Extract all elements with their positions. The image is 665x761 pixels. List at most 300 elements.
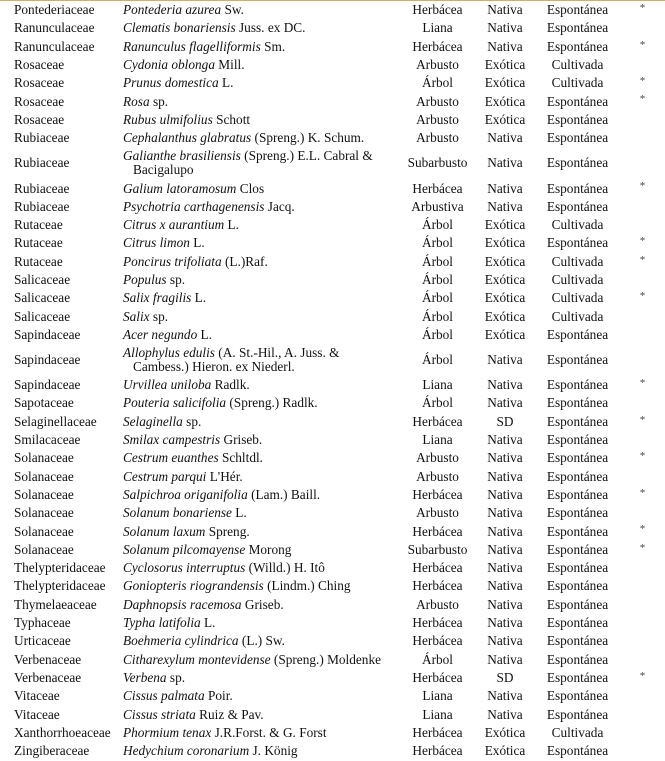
family-cell: Sapindaceae [14,326,81,342]
status-cell: Espontánea [546,706,609,722]
table-row [0,271,665,289]
habit-cell: Árbol [421,253,454,269]
origin-cell: Exótica [484,743,526,759]
family-cell: Vitaceae [14,688,60,704]
status-cell: Espontánea [546,93,609,109]
species-cell [123,394,400,412]
table-row [0,56,665,74]
asterisk-mark [620,577,665,595]
origin-cell: Nativa [487,198,523,214]
asterisk-mark: * [639,377,646,390]
table-row [0,413,665,431]
species-author: (Lam.) Baill. [251,486,321,502]
species-cell [123,577,400,595]
habit-cell: Árbol [421,308,454,324]
species-cell [123,253,400,271]
species-cell [123,504,400,522]
family-cell: Urticaceae [14,633,71,649]
habit-cell: Liana [422,688,453,704]
status-cell: Cultivada [551,290,604,306]
status-cell: Espontánea [546,450,609,466]
species-cell [123,413,400,431]
status-cell: Cultivada [551,75,604,91]
species-author: (L.)Raf. [224,253,268,269]
status-cell: Espontánea [546,743,609,759]
species-author: Mill. [218,57,245,73]
status-cell: Espontánea [546,180,609,196]
species-author: J. König [252,743,298,759]
species-cell [123,271,400,289]
habit-cell: Arbusto [416,505,459,521]
family-cell: Solanaceae [14,505,74,521]
species-author: (A. St.-Hil., A. Juss. & Cambess.) Hieron. ex Niederl. [133,345,340,375]
species-cell [123,179,400,197]
origin-cell: Nativa [487,596,523,612]
family-cell: Rutaceae [14,253,63,269]
status-cell: Cultivada [551,57,604,73]
family-cell: Sapotaceae [14,395,74,411]
species-name: Citrus limon [123,235,190,251]
table-row [0,394,665,412]
habit-cell: Herbácea [412,38,463,54]
asterisk-mark: * [639,180,646,193]
status-cell: Espontánea [546,111,609,127]
species-name: Psychotria carthagenensis [123,198,265,214]
species-name: Salpichroa origanifolia [123,486,248,502]
status-cell: Espontánea [546,633,609,649]
origin-cell: Nativa [487,20,523,36]
status-cell: Cultivada [551,272,604,287]
table-row [0,326,665,344]
species-author: (Spreng.) Moldenke [273,651,381,667]
species-cell [123,468,400,486]
status-cell: Cultivada [551,724,604,740]
status-cell: Cultivada [551,308,604,324]
table-row [0,147,665,179]
species-name: Citharexylum montevidense [123,651,271,667]
species-name: Smilax campestris [123,432,221,448]
status-cell: Cultivada [551,217,604,233]
asterisk-mark [620,344,665,376]
origin-cell: Nativa [487,505,523,521]
habit-cell: Herbácea [412,615,463,631]
species-name: Pouteria salicifolia [123,395,227,411]
status-cell: Espontánea [546,198,609,214]
habit-cell: Arbusto [416,130,459,146]
asterisk-mark [620,596,665,614]
origin-cell: Exótica [484,235,526,251]
species-cell [123,234,400,252]
origin-cell: Exótica [484,75,526,91]
table-row [0,431,665,449]
habit-cell: Herbácea [412,486,463,502]
species-name: Selaginella [123,413,183,429]
species-name: Salix [123,308,150,324]
family-cell: Zingiberaceae [14,743,90,759]
status-cell: Espontánea [546,155,609,171]
table-row [0,234,665,252]
species-name: Ranunculus flagelliformis [123,38,261,54]
status-cell: Espontánea [546,596,609,612]
status-cell: Espontánea [546,130,609,146]
species-author: L. [204,615,216,631]
species-name: Citrus x aurantium [123,217,225,233]
status-cell: Espontánea [546,523,609,539]
asterisk-mark: * [639,290,646,303]
species-cell [123,651,400,669]
species-name: Daphnopsis racemosa [123,596,242,612]
species-author: J.R.Forst. & G. Forst [214,724,327,740]
origin-cell: Nativa [487,450,523,466]
family-cell: Vitaceae [14,706,60,722]
family-cell: Rubiaceae [14,155,70,171]
table-row [0,468,665,486]
table-row [0,1,665,19]
habit-cell: Herbácea [412,633,463,649]
family-cell: Verbenaceae [14,669,82,685]
family-cell: Solanaceae [14,523,74,539]
species-author: sp. [169,669,186,685]
table-row [0,651,665,669]
species-cell [123,129,400,147]
species-author: (Spreng.) Radlk. [229,395,318,411]
table-row [0,19,665,37]
asterisk-mark [620,198,665,216]
table-row [0,253,665,271]
species-author: Griseb. [244,596,284,612]
species-author: (Spreng.) E.L. Cabral & Bacigalupo [133,148,373,178]
habit-cell: Herbácea [412,560,463,576]
status-cell: Espontánea [546,486,609,502]
asterisk-mark: * [639,253,646,266]
species-name: Cyclosorus interruptus [123,560,246,576]
habit-cell: Herbácea [412,743,463,759]
habit-cell: Arbusto [416,596,459,612]
origin-cell: Nativa [487,352,523,368]
asterisk-mark [620,307,665,325]
asterisk-mark [620,271,665,289]
asterisk-mark [620,19,665,37]
asterisk-mark: * [639,541,646,554]
table-row [0,216,665,234]
origin-cell: Nativa [487,377,523,393]
origin-cell: Nativa [487,688,523,704]
asterisk-mark [620,742,665,760]
family-cell: Rosaceae [14,93,65,109]
family-cell: Salicaceae [14,290,71,306]
origin-cell: Nativa [487,130,523,146]
habit-cell: Arbustiva [411,198,464,214]
origin-cell: Nativa [487,615,523,631]
origin-cell: SD [496,413,514,429]
family-cell: Rubiaceae [14,180,70,196]
asterisk-mark [620,147,665,179]
species-author: L. [193,235,205,251]
asterisk-mark: * [639,669,646,682]
species-cell [123,724,400,742]
table-row [0,344,665,376]
species-cell [123,38,400,56]
species-cell [123,559,400,577]
family-cell: Rosaceae [14,75,65,91]
species-name: Pontederia azurea [123,2,222,18]
origin-cell: Exótica [484,290,526,306]
asterisk-mark: * [639,2,646,14]
status-cell: Espontánea [546,468,609,484]
habit-cell: Arbusto [416,468,459,484]
table-row [0,596,665,614]
species-cell [123,596,400,614]
species-author: Sm. [264,38,286,54]
status-cell: Espontánea [546,578,609,594]
species-author: sp. [186,413,202,429]
habit-cell: Árbol [421,326,454,342]
habit-cell: Liana [422,706,453,722]
habit-cell: Herbácea [412,578,463,594]
species-cell [123,449,400,467]
habit-cell: Árbol [421,651,454,667]
species-author: Jacq. [267,198,295,214]
status-cell: Espontánea [546,505,609,521]
species-name: Cydonia oblonga [123,57,215,73]
species-name: Hedychium coronarium [123,743,250,759]
species-cell [123,74,400,92]
habit-cell: Arbusto [416,111,459,127]
habit-cell: Herbácea [412,180,463,196]
species-author: sp. [152,308,169,324]
asterisk-mark: * [639,38,646,51]
species-cell [123,289,400,307]
asterisk-mark: * [639,93,646,106]
family-cell: Rutaceae [14,217,63,233]
species-name: Rubus ulmifolius [123,111,213,127]
family-cell: Thelypteridaceae [14,560,106,576]
table-row [0,669,665,687]
origin-cell: Nativa [487,706,523,722]
habit-cell: Liana [422,432,453,448]
species-name: Acer negundo [123,326,198,342]
origin-cell: Exótica [484,253,526,269]
family-cell: Solanaceae [14,450,74,466]
table-row [0,614,665,632]
family-cell: Rubiaceae [14,198,70,214]
species-cell [123,307,400,325]
origin-cell: Nativa [487,155,523,171]
species-cell [123,632,400,650]
origin-cell: Exótica [484,93,526,109]
status-cell: Espontánea [546,326,609,342]
species-table-body [0,1,665,760]
habit-cell: Arbusto [416,93,459,109]
species-author: Schltdl. [221,450,263,466]
origin-cell: Nativa [487,2,523,18]
habit-cell: Arbusto [416,57,459,73]
origin-cell: Nativa [487,578,523,594]
table-row [0,522,665,540]
status-cell: Espontánea [546,651,609,667]
asterisk-mark: * [639,450,646,463]
origin-cell: Exótica [484,724,526,740]
habit-cell: Liana [422,20,453,36]
species-name: Galianthe brasiliensis [123,148,241,164]
species-cell [123,687,400,705]
table-row [0,307,665,325]
species-author: Spreng. [208,523,250,539]
habit-cell: Herbácea [412,523,463,539]
species-name: Solanum laxum [123,523,206,539]
habit-cell: Árbol [421,272,454,287]
species-author: Schott [216,111,251,127]
table-row [0,129,665,147]
status-cell: Espontánea [546,560,609,576]
species-cell [123,111,400,129]
species-name: Galium latoramosum [123,180,237,196]
species-cell [123,216,400,234]
species-author: Juss. ex DC. [239,20,306,36]
status-cell: Espontánea [546,20,609,36]
asterisk-mark [620,687,665,705]
asterisk-mark [620,468,665,486]
species-cell [123,19,400,37]
table-row [0,559,665,577]
origin-cell: Exótica [484,57,526,73]
species-author: Clos [239,180,265,196]
table-row [0,632,665,650]
species-cell [123,669,400,687]
asterisk-mark [620,56,665,74]
species-author: L. [227,217,239,233]
asterisk-mark [620,559,665,577]
habit-cell: Herbácea [412,724,463,740]
table-row [0,111,665,129]
species-cell [123,431,400,449]
origin-cell: Exótica [484,111,526,127]
table-row [0,92,665,110]
species-cell [123,376,400,394]
species-name: Boehmeria cylindrica [123,633,239,649]
origin-cell: Exótica [484,217,526,233]
origin-cell: Nativa [487,180,523,196]
origin-cell: Nativa [487,468,523,484]
status-cell: Espontánea [546,377,609,393]
species-cell [123,522,400,540]
habit-cell: Árbol [421,352,454,368]
origin-cell: Nativa [487,541,523,557]
species-author: Griseb. [223,432,263,448]
species-cell [123,92,400,110]
species-cell [123,326,400,344]
table-row [0,179,665,197]
family-cell: Xanthorrhoeaceae [14,724,111,740]
species-author: L. [235,505,247,521]
table-row [0,376,665,394]
habit-cell: Subarbusto [407,155,468,171]
family-cell: Thelypteridaceae [14,578,106,594]
species-name: Urvillea uniloba [123,377,212,393]
species-author: Sw. [224,2,244,18]
species-name: Cissus palmata [123,688,205,704]
asterisk-mark: * [639,235,646,248]
habit-cell: Árbol [421,217,454,233]
family-cell: Solanaceae [14,486,74,502]
family-cell: Solanaceae [14,468,74,484]
species-name: Typha latifolia [123,615,201,631]
asterisk-mark: * [639,413,646,426]
table-row [0,687,665,705]
species-cell [123,614,400,632]
status-cell: Espontánea [546,669,609,685]
habit-cell: Herbácea [412,413,463,429]
species-cell [123,541,400,559]
species-name: Cestrum euanthes [123,450,219,466]
species-name: Populus [123,272,167,287]
family-cell: Salicaceae [14,272,71,287]
habit-cell: Árbol [421,395,454,411]
family-cell: Verbenaceae [14,651,82,667]
family-cell: Smilacaceae [14,432,81,448]
asterisk-mark [620,326,665,344]
table-row [0,724,665,742]
family-cell: Sapindaceae [14,377,81,393]
asterisk-mark [620,614,665,632]
species-cell [123,486,400,504]
family-cell: Pontederiaceae [14,2,95,18]
species-cell [123,198,400,216]
asterisk-mark [620,705,665,723]
species-cell [123,56,400,74]
asterisk-mark [620,724,665,742]
species-name: Cissus striata [123,706,196,722]
species-name: Verbena [123,669,167,685]
origin-cell: Nativa [487,432,523,448]
species-name: Solanum pilcomayense [123,541,246,557]
family-cell: Ranunculaceae [14,20,95,36]
origin-cell: Nativa [487,651,523,667]
species-author: sp. [152,93,169,109]
species-author: L. [221,75,234,91]
species-name: Clematis bonariensis [123,20,236,36]
species-cell [123,1,400,19]
status-cell: Espontánea [546,615,609,631]
family-cell: Sapindaceae [14,352,81,368]
habit-cell: Arbusto [416,450,459,466]
species-name: Allophylus edulis [123,345,215,361]
family-cell: Salicaceae [14,308,71,324]
species-author: (Lindm.) Ching [267,578,351,594]
table-row [0,74,665,92]
species-author: L. [194,290,207,306]
species-name: Rosa [123,93,150,109]
species-author: (Willd.) H. Itô [248,560,325,576]
family-cell: Rosaceae [14,57,65,73]
species-cell [123,344,400,376]
habit-cell: Subarbusto [407,541,468,557]
table-row [0,38,665,56]
family-cell: Rosaceae [14,111,65,127]
species-name: Solanum bonariense [123,505,232,521]
family-cell: Solanaceae [14,541,74,557]
origin-cell: Nativa [487,395,523,411]
family-cell: Rubiaceae [14,130,70,146]
habit-cell: Herbácea [412,669,463,685]
species-name: Poncirus trifoliata [123,253,222,269]
status-cell: Espontánea [546,541,609,557]
species-table [0,1,665,760]
asterisk-mark [620,129,665,147]
table-row [0,504,665,522]
species-name: Phormium tenax [123,724,212,740]
origin-cell: Exótica [484,308,526,324]
